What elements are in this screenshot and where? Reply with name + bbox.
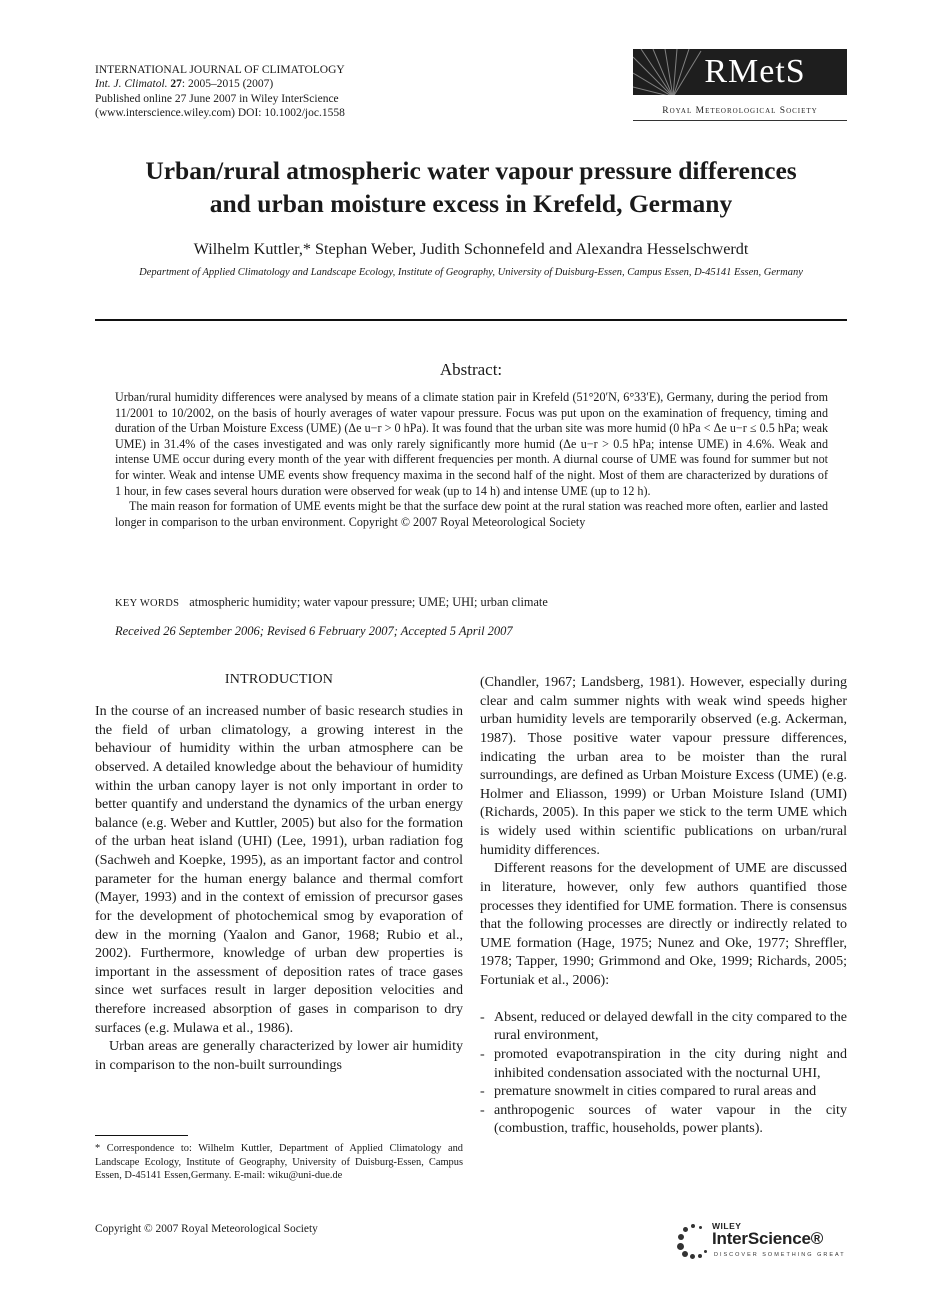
affiliation: Department of Applied Climatology and Landscape Ecology, Institute of Geography, University of Duisburg-Essen, Campus Essen, D-45141 Essen, Germany xyxy=(139,267,803,278)
title-line-2: and urban moisture excess in Krefeld, Germany xyxy=(209,189,733,218)
citation-volume: 27 xyxy=(170,78,182,91)
abstract-paragraph-2: The main reason for formation of UME events might be that the surface dew point at the rural station was reached more often, earlier and lasted longer in comparison to the urban environment. Copyright © 2007 Royal Meteorological Society xyxy=(115,499,828,529)
copyright-footer: Copyright © 2007 Royal Meteorological Society xyxy=(95,1223,318,1235)
logo-society-name: Royal Meteorological Society xyxy=(662,106,818,116)
intro-paragraph-3: Different reasons for the development of UME are discussed in literature, however, only few authors quantified those processes they identified for UME formation. There is consensus that the following processes are directly or indirectly related to UME formation (Hage, 1975; Nunez and Oke, 1977; Shreffler, 1978; Tapper, 1990; Grimmond and Oke, 1999; Richards, 2005; Fortuniak et al., 2006): xyxy=(480,860,847,988)
intro-paragraph-2-continued: (Chandler, 1967; Landsberg, 1981). However, especially during clear and calm summer nights with weak wind speeds higher urban humidity levels are temporarily observed (e.g. Ackerman, 1987). Those positive water vapour pressure differences, indicating the urban area to be moister than the rural surroundings, are defined as Urban Moisture Excess (UME) (e.g. Holmer and Eliasson, 1999) or Urban Moisture Island (UMI) (Richards, 2005). In this paper we stick to the term UME which is widely used within scientific publications on urban/rural humidity differences. xyxy=(480,674,847,858)
journal-header xyxy=(95,63,345,120)
abstract-body xyxy=(115,390,828,530)
right-column xyxy=(480,673,847,1138)
logo-mark: RMetS xyxy=(704,53,806,90)
journal-name: INTERNATIONAL JOURNAL OF CLIMATOLOGY xyxy=(95,64,345,76)
left-column xyxy=(95,702,463,1075)
citation-journal: Int. J. Climatol. xyxy=(95,78,168,91)
list-item: - promoted evapotranspiration in the city during night and inhibited condensation associated with the nocturnal UHI, xyxy=(480,1045,847,1082)
interscience-wordmark: InterScience® xyxy=(712,1229,824,1248)
header-divider xyxy=(95,319,847,321)
wiley-tagline: DISCOVER SOMETHING GREAT xyxy=(714,1252,846,1258)
logo-divider xyxy=(633,120,847,121)
footnote-divider xyxy=(95,1135,188,1136)
ume-process-list xyxy=(480,1008,847,1138)
citation-pages: : 2005–2015 (2007) xyxy=(181,78,274,91)
author-list: Wilhelm Kuttler,* Stephan Weber, Judith Schonnefeld and Alexandra Hesselschwerdt xyxy=(193,240,749,258)
wiley-interscience-logo xyxy=(676,1221,848,1263)
keywords-label: KEY WORDS xyxy=(115,598,180,609)
abstract-heading: Abstract: xyxy=(439,360,503,379)
paper-title xyxy=(95,154,847,220)
citation-line xyxy=(95,77,345,91)
section-heading-introduction: INTRODUCTION xyxy=(224,672,334,687)
intro-paragraph-2-start: Urban areas are generally characterized by lower air humidity in comparison to the non-built surroundings xyxy=(95,1038,463,1073)
list-item: - Absent, reduced or delayed dewfall in the city compared to the rural environment, xyxy=(480,1008,847,1045)
title-line-1: Urban/rural atmospheric water vapour pressure differences xyxy=(145,156,797,185)
dots-icon xyxy=(676,1224,710,1258)
correspondence-footnote: * Correspondence to: Wilhelm Kuttler, Department of Applied Climatology and Landscape Ecology, Institute of Geography, University of Duisburg-Essen, Campus Essen, D-45141 Essen,Germany. E-mail: wiku@uni-due.de xyxy=(95,1143,463,1182)
list-item: - anthropogenic sources of water vapour in the city (combustion, traffic, households, power plants). xyxy=(480,1101,847,1138)
wiley-brand: WILEY xyxy=(712,1221,742,1231)
keywords-line xyxy=(115,595,828,610)
published-line: Published online 27 June 2007 in Wiley InterScience xyxy=(95,92,339,105)
doi-line: (www.interscience.wiley.com) DOI: 10.1002/joc.1558 xyxy=(95,106,345,119)
abstract-paragraph-1: Urban/rural humidity differences were analysed by means of a climate station pair in Krefeld (51°20′N, 6°33′E), Germany, during the period from 11/2001 to 10/2002, on the basis of hourly averages of water vapour pressure. Focus was put upon on the examination of frequency, timing and duration of the Urban Moisture Excess (UME) (Δe u−r > 0 hPa). It was found that the urban site was more humid (0 hPa < Δe u−r ≤ 0.5 hPa; weak UME) in 31.4% of the cases investigated and was only rarely significantly more humid (Δe u−r > 0.5 hPa; intense UME) in 4.6%. Weak and intense UME occur during every month of the year with different frequencies per month. A diurnal course of UME was found for summer but not for winter. Weak and intense UME events show frequency maxima in the second half of the night. Most of them are characterized by durations of 1 hour, in few cases several hours duration were observed for weak (up to 14 h) and intense UME (up to 12 h). xyxy=(115,390,828,498)
list-item: - premature snowmelt in cities compared to rural areas and xyxy=(480,1082,847,1101)
keywords-text: atmospheric humidity; water vapour pressure; UME; UHI; urban climate xyxy=(189,595,548,609)
received-dates: Received 26 September 2006; Revised 6 February 2007; Accepted 5 April 2007 xyxy=(115,624,513,638)
rmets-logo xyxy=(633,49,847,95)
intro-paragraph-1: In the course of an increased number of basic research studies in the field of urban climatology, a growing interest in the behaviour of humidity within the urban atmosphere can be observed. A detailed knowledge about the behaviour of humidity within the urban canopy layer is not only important in order to better quantify and understand the dynamics of the urban energy balance (e.g. Weber and Kuttler, 2005) but also for the formation of the urban heat island (UHI) (Lee, 1991), urban radiation fog (Sachweh and Koepke, 1995), as an important factor and control parameter for the human energy balance and thermal comfort (Mayer, 1993) and in the context of emission of precursor gases for the development of photochemical smog by evaporation of dew in the morning (Yaalon and Ganor, 1968; Rubio et al., 2002). Furthermore, knowledge of urban dew properties is important in the assessment of deposition rates of trace gases since wet surfaces result in larger deposition velocities and therefore increased absorption of gases in comparison to dry surfaces (e.g. Mulawa et al., 1986). xyxy=(95,703,463,1036)
